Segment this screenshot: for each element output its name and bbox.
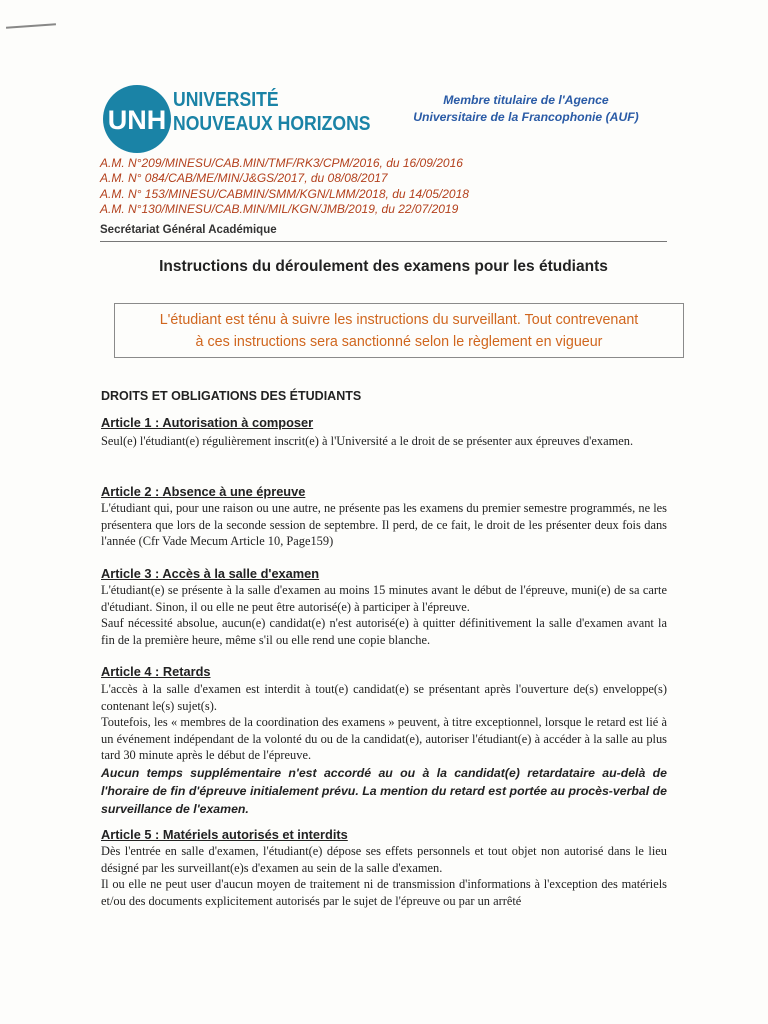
decree-line: A.M. N°130/MINESU/CAB.MIN/MIL/KGN/JMB/2019, du 22/07/2019 <box>100 202 459 217</box>
article-paragraph: Il ou elle ne peut user d'aucun moyen de traitement ni de transmission d'informations à l'exception des matériels et/ou des documents explicitement autorisés par le sujet de l'épreuve ou par un arrêté <box>101 877 667 908</box>
notice-line1: L'étudiant est ténu à suivre les instructions du surveillant. Tout contrevenant <box>159 312 639 328</box>
auf-line1: Membre titulaire de l'Agence <box>443 93 609 107</box>
article-emphasis: Aucun temps supplémentaire n'est accordé au ou à la candidat(e) retardataire au-delà de l'horaire de fin d'épreuve initialement prévu. La mention du retard est portée au procès-verbal de surveillance de l'examen. <box>101 765 667 816</box>
article-paragraph: L'accès à la salle d'examen est interdit à tout(e) candidat(e) se présentant après l'ouverture de(s) enveloppe(s) contenant le(s) sujet(s). <box>101 682 667 713</box>
document-title: Instructions du déroulement des examens pour les étudiants <box>159 258 608 275</box>
decree-line: A.M. N°209/MINESU/CAB.MIN/TMF/RK3/CPM/2016, du 16/09/2016 <box>100 156 463 170</box>
header-divider <box>100 241 667 242</box>
article-body <box>101 681 667 818</box>
section-heading: DROITS ET OBLIGATIONS DES ÉTUDIANTS <box>101 389 362 403</box>
article-body <box>101 433 667 450</box>
notice-line2: à ces instructions sera sanctionné selon le règlement en vigueur <box>195 334 603 350</box>
article-body <box>101 500 667 550</box>
article-title: Article 2 : Absence à une épreuve <box>101 484 306 499</box>
article-paragraph: L'étudiant qui, pour une raison ou une autre, ne présente pas les examens du premier semestre programmés, ne les présentera que lors de la seconde session de septembre. Il perd, de ce fait, le droit de les présenter deux fois dans l'année (Cfr Vade Mecum Article 10, Page159) <box>101 501 667 548</box>
article-paragraph: L'étudiant(e) se présente à la salle d'examen au moins 15 minutes avant le début de l'épreuve, muni(e) de sa carte d'étudiant. Sinon, il ou elle ne peut être autorisé(e) à participer à l'épreuve. <box>101 583 667 614</box>
article-paragraph: Toutefois, les « membres de la coordination des examens » peuvent, à titre exceptionnel, lorsque le retard est lié à un événement indépendant de la volonté du ou de la candidat(e), autoriser l'étudiant(e) à accéder à la salle au plus tard 30 minute après le début de l'épreuve. <box>101 715 667 762</box>
auf-membership <box>384 92 668 126</box>
logo-monogram: UNH <box>107 105 167 135</box>
notice-box <box>114 303 684 358</box>
decree-line: A.M. N° 153/MINESU/CABMIN/SMM/KGN/LMM/2018, du 14/05/2018 <box>100 186 469 201</box>
auf-line2: Universitaire de la Francophonie (AUF) <box>413 110 639 124</box>
article-title: Article 4 : Retards <box>101 664 211 679</box>
decree-list <box>100 156 469 218</box>
article-paragraph: Sauf nécessité absolue, aucun(e) candidat(e) n'est autorisé(e) à quitter définitivement la salle d'examen avant la fin de la première heure, même s'il ou elle rend une copie blanche. <box>101 616 667 647</box>
scan-mark <box>6 23 56 28</box>
decree-line: A.M. N° 084/CAB/ME/MIN/J&GS/2017, du 08/08/2017 <box>100 171 388 186</box>
article-paragraph: Dès l'entrée en salle d'examen, l'étudiant(e) dépose ses effets personnels et tout objet non autorisé dans le lieu désigné par les surveillant(e)s d'examen au sein de la salle d'examen. <box>101 844 667 875</box>
article-title: Article 1 : Autorisation à composer <box>101 415 314 430</box>
article-title: Article 5 : Matériels autorisés et interdits <box>101 827 348 842</box>
university-name-line2: NOUVEAUX HORIZONS <box>173 113 371 135</box>
article-body <box>101 582 667 648</box>
article-paragraph: Seul(e) l'étudiant(e) régulièrement inscrit(e) à l'Université a le droit de se présenter aux épreuves d'examen. <box>101 434 634 448</box>
university-name-line1: UNIVERSITÉ <box>173 89 279 111</box>
university-name <box>173 88 371 136</box>
article-title: Article 3 : Accès à la salle d'examen <box>101 566 320 581</box>
secretariat-label: Secrétariat Général Académique <box>100 224 277 236</box>
article-body <box>101 843 667 909</box>
university-logo-icon <box>102 84 172 154</box>
